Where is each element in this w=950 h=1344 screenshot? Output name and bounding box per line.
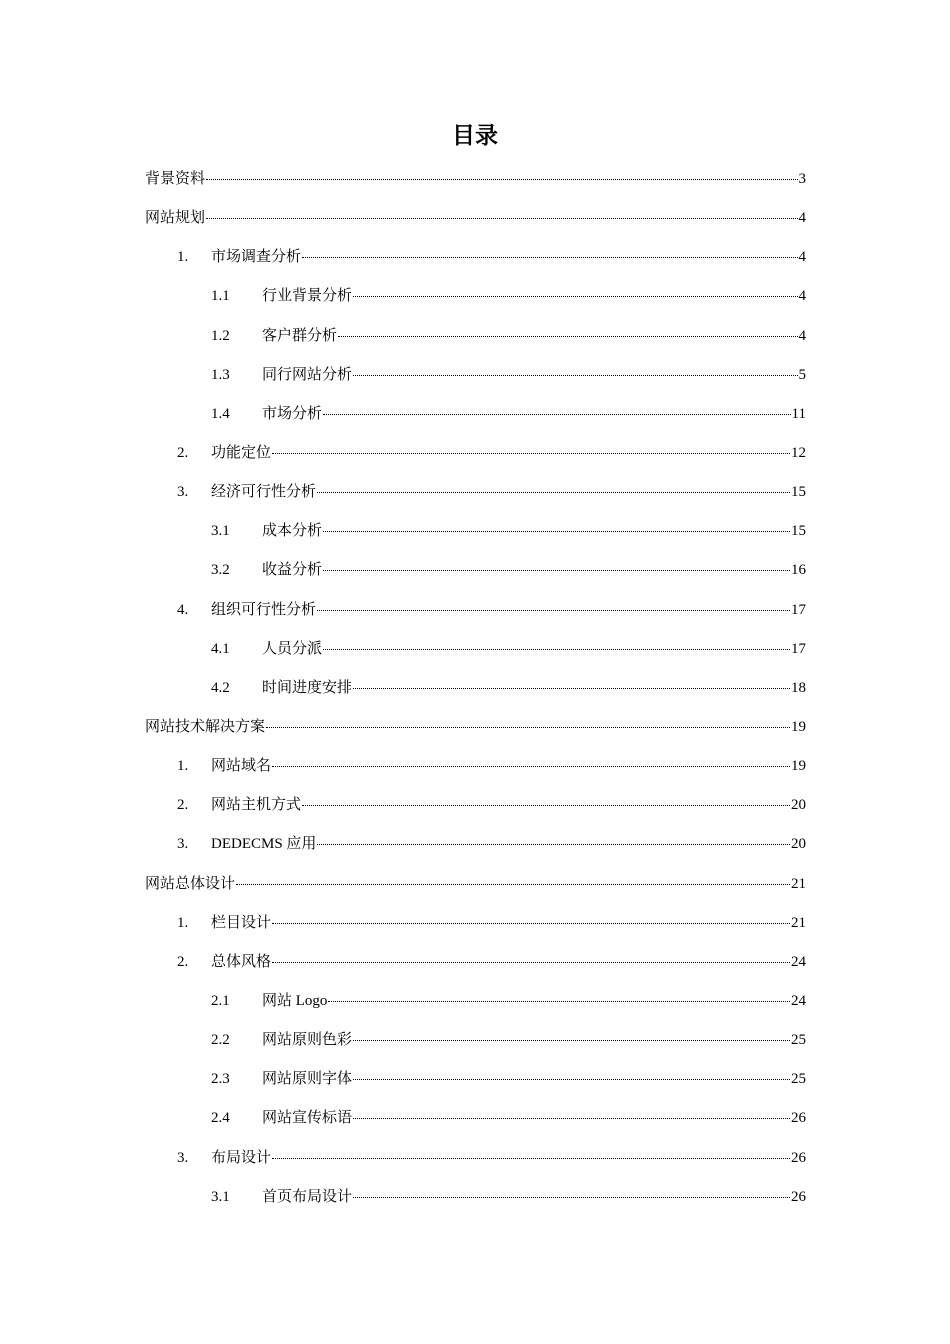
toc-entry[interactable] xyxy=(145,640,806,679)
dot-leader xyxy=(317,610,790,611)
toc-entry-number: 2.3 xyxy=(211,1071,230,1088)
dot-leader xyxy=(302,805,790,806)
toc-entry-number: 4. xyxy=(177,601,189,618)
toc-entry-label: 网站 Logo xyxy=(262,992,328,1009)
toc-entry-label: 时间进度安排 xyxy=(262,679,353,696)
dot-leader xyxy=(206,218,797,219)
toc-entry[interactable] xyxy=(145,1070,806,1109)
toc-entry-label: 成本分析 xyxy=(262,523,323,540)
toc-entry-page: 4 xyxy=(798,288,806,305)
toc-entry-label: 市场调查分析 xyxy=(211,249,302,266)
toc-entry-page: 19 xyxy=(791,718,806,735)
toc-title: 目录 xyxy=(452,123,498,149)
toc-entry-label: 网站主机方式 xyxy=(211,797,302,814)
toc-entry-number: 3.1 xyxy=(211,523,230,540)
toc-entry-page: 25 xyxy=(791,1071,806,1088)
toc-entry-number: 3.2 xyxy=(211,562,230,579)
table-of-contents xyxy=(145,170,806,1227)
toc-entry-number: 2. xyxy=(177,444,189,461)
toc-entry[interactable] xyxy=(145,327,806,366)
toc-entry-label: 栏目设计 xyxy=(211,914,272,931)
toc-entry-number: 4.1 xyxy=(211,640,230,657)
toc-entry[interactable] xyxy=(145,444,806,483)
toc-entry-page: 16 xyxy=(791,562,806,579)
toc-entry-number: 1. xyxy=(177,758,189,775)
toc-entry-label: 组织可行性分析 xyxy=(211,601,317,618)
dot-leader xyxy=(323,531,790,532)
toc-entry[interactable] xyxy=(145,366,806,405)
toc-entry-number: 1.1 xyxy=(211,288,230,305)
toc-entry-label: 网站技术解决方案 xyxy=(145,718,266,735)
dot-leader xyxy=(353,296,797,297)
toc-entry[interactable] xyxy=(145,914,806,953)
toc-entry-label: 客户群分析 xyxy=(262,327,338,344)
toc-entry-label: 市场分析 xyxy=(262,405,323,422)
toc-entry-page: 17 xyxy=(791,601,806,618)
toc-entry-label: 网站规划 xyxy=(145,210,206,227)
toc-entry[interactable] xyxy=(145,875,806,914)
toc-entry[interactable] xyxy=(145,835,806,874)
toc-entry[interactable] xyxy=(145,170,806,209)
toc-entry-number: 4.2 xyxy=(211,679,230,696)
toc-entry-label: DEDECMS 应用 xyxy=(211,836,317,853)
toc-entry-label: 背景资料 xyxy=(145,171,206,187)
toc-entry-page: 24 xyxy=(791,953,806,970)
toc-entry-page: 25 xyxy=(791,1032,806,1049)
toc-entry-number: 1. xyxy=(177,249,189,266)
toc-entry-number: 2. xyxy=(177,797,189,814)
toc-entry-page: 4 xyxy=(798,249,806,266)
toc-entry-page: 21 xyxy=(791,914,806,931)
toc-entry[interactable] xyxy=(145,248,806,287)
toc-entry-page: 12 xyxy=(791,444,806,461)
toc-entry-label: 网站宣传标语 xyxy=(262,1110,353,1127)
dot-leader xyxy=(317,492,790,493)
toc-entry-number: 3. xyxy=(177,1149,189,1166)
dot-leader xyxy=(272,453,790,454)
toc-entry-label: 网站域名 xyxy=(211,758,272,775)
toc-entry-number: 2. xyxy=(177,953,189,970)
toc-entry[interactable] xyxy=(145,209,806,248)
toc-entry-number: 2.1 xyxy=(211,992,230,1009)
toc-entry-page: 20 xyxy=(791,797,806,814)
toc-entry-label: 网站总体设计 xyxy=(145,875,236,892)
dot-leader xyxy=(272,766,790,767)
toc-entry-label: 收益分析 xyxy=(262,562,323,579)
dot-leader xyxy=(272,1158,790,1159)
toc-entry[interactable] xyxy=(145,679,806,718)
dot-leader xyxy=(206,179,797,180)
toc-entry-page: 19 xyxy=(791,758,806,775)
dot-leader xyxy=(353,1040,790,1041)
toc-entry-number: 1. xyxy=(177,914,189,931)
toc-entry[interactable] xyxy=(145,718,806,757)
toc-entry-page: 4 xyxy=(798,210,806,227)
dot-leader xyxy=(236,884,790,885)
dot-leader xyxy=(323,570,790,571)
dot-leader xyxy=(323,414,791,415)
toc-entry-page: 20 xyxy=(791,836,806,853)
toc-entry[interactable] xyxy=(145,1109,806,1148)
toc-entry-page: 3 xyxy=(798,171,806,187)
toc-entry-number: 3.1 xyxy=(211,1188,230,1205)
toc-entry-label: 同行网站分析 xyxy=(262,366,353,383)
dot-leader xyxy=(272,962,790,963)
toc-entry[interactable] xyxy=(145,405,806,444)
toc-entry[interactable] xyxy=(145,561,806,600)
toc-entry-page: 26 xyxy=(791,1110,806,1127)
toc-entry-number: 2.2 xyxy=(211,1032,230,1049)
toc-entry-number: 2.4 xyxy=(211,1110,230,1127)
dot-leader xyxy=(353,1118,790,1119)
toc-entry-label: 功能定位 xyxy=(211,444,272,461)
toc-entry[interactable] xyxy=(145,1188,806,1227)
toc-entry-page: 4 xyxy=(798,327,806,344)
dot-leader xyxy=(328,1001,790,1002)
toc-entry[interactable] xyxy=(145,757,806,796)
toc-entry-page: 11 xyxy=(791,405,806,422)
toc-entry-page: 5 xyxy=(798,366,806,383)
toc-entry-page: 15 xyxy=(791,523,806,540)
dot-leader xyxy=(353,688,790,689)
dot-leader xyxy=(323,649,790,650)
toc-entry-label: 经济可行性分析 xyxy=(211,484,317,501)
toc-entry-number: 3. xyxy=(177,836,189,853)
toc-entry-number: 1.2 xyxy=(211,327,230,344)
toc-entry-page: 26 xyxy=(791,1188,806,1205)
dot-leader xyxy=(317,844,790,845)
toc-entry-label: 人员分派 xyxy=(262,640,323,657)
toc-entry-label: 布局设计 xyxy=(211,1149,272,1166)
toc-entry[interactable] xyxy=(145,796,806,835)
toc-entry-page: 21 xyxy=(791,875,806,892)
toc-entry-page: 15 xyxy=(791,484,806,501)
toc-entry-label: 行业背景分析 xyxy=(262,288,353,305)
dot-leader xyxy=(338,336,797,337)
toc-entry-label: 网站原则色彩 xyxy=(262,1032,353,1049)
toc-entry[interactable] xyxy=(145,483,806,522)
toc-entry-page: 17 xyxy=(791,640,806,657)
toc-entry-number: 1.4 xyxy=(211,405,230,422)
toc-entry-label: 总体风格 xyxy=(211,953,272,970)
toc-entry-label: 网站原则字体 xyxy=(262,1071,353,1088)
toc-entry-page: 26 xyxy=(791,1149,806,1166)
toc-entry-label: 首页布局设计 xyxy=(262,1188,353,1205)
toc-entry[interactable] xyxy=(145,1031,806,1070)
dot-leader xyxy=(353,375,797,376)
toc-entry-page: 24 xyxy=(791,992,806,1009)
toc-entry[interactable] xyxy=(145,522,806,561)
dot-leader xyxy=(266,727,790,728)
toc-entry[interactable] xyxy=(145,601,806,640)
toc-entry-number: 3. xyxy=(177,484,189,501)
dot-leader xyxy=(302,257,797,258)
dot-leader xyxy=(353,1197,790,1198)
toc-entry[interactable] xyxy=(145,1149,806,1188)
toc-entry[interactable] xyxy=(145,953,806,992)
dot-leader xyxy=(353,1079,790,1080)
toc-entry-page: 18 xyxy=(791,679,806,696)
dot-leader xyxy=(272,923,790,924)
toc-entry[interactable] xyxy=(145,287,806,326)
toc-entry[interactable] xyxy=(145,992,806,1031)
toc-entry-number: 1.3 xyxy=(211,366,230,383)
